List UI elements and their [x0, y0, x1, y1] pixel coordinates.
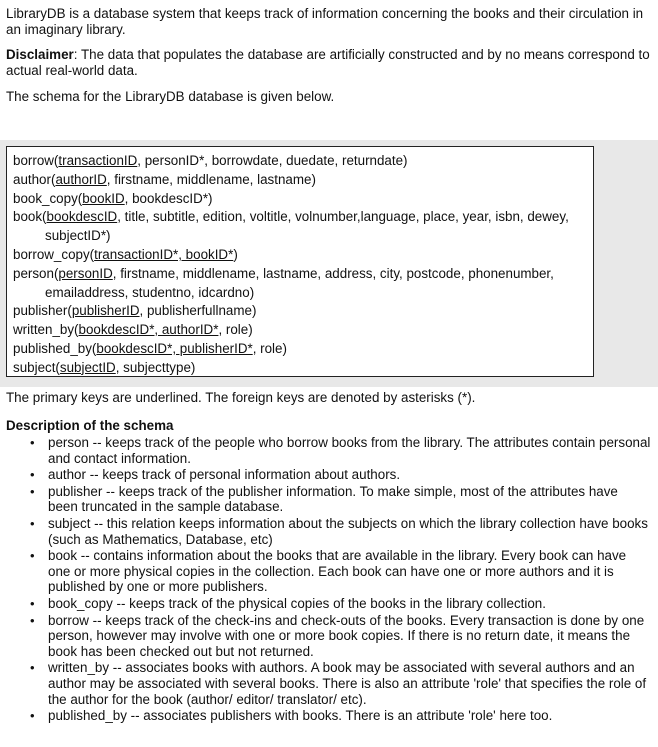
- disclaimer-text: : The data that populates the database are artificially constructed and by no means correspond to actual real-world data.: [6, 47, 650, 78]
- description-item: [6, 484, 651, 515]
- relation-name: publisher(: [13, 303, 72, 319]
- primary-key: transactionID*, bookID*: [94, 246, 234, 262]
- schema-relation: [13, 359, 593, 378]
- bullet-icon: •: [30, 660, 35, 676]
- primary-key: transactionID: [58, 153, 138, 168]
- schema-relation: [13, 340, 593, 359]
- description-item: [6, 467, 651, 483]
- disclaimer-label: Disclaimer: [6, 47, 74, 62]
- primary-key: publisherID: [71, 303, 140, 319]
- relation-attributes: , role): [218, 322, 253, 338]
- primary-key: bookdescID: [46, 209, 118, 225]
- description-text: borrow -- keeps track of the check-ins and check-outs of the books. Every transaction is done by one person, however may involve with one or more book copies. If there is no return date, it means the book has been checked out but not returned.: [48, 612, 645, 659]
- relation-attributes: , publisherfullname): [139, 303, 257, 319]
- relation-attributes-continued: emailaddress, studentno, idcardno): [45, 284, 255, 300]
- bullet-icon: •: [30, 595, 35, 611]
- description-title: Description of the schema: [6, 418, 174, 433]
- primary-key: authorID: [55, 171, 107, 187]
- schema-relation: [13, 246, 593, 265]
- schema-lead: The schema for the LibraryDB database is given below.: [6, 89, 335, 104]
- description-text: subject -- this relation keeps information about the subjects on which the library collection have books (such as Mathematics, Database, etc): [48, 515, 648, 547]
- bullet-icon: •: [30, 483, 35, 499]
- schema-relation: [13, 321, 593, 340]
- relation-attributes: , firstname, middlename, lastname, address, city, postcode, phonenumber,: [112, 265, 554, 281]
- description-text: publisher -- keeps track of the publisher information. To make simple, most of the attributes have been truncated in the sample database.: [48, 483, 618, 515]
- relation-attributes: , role): [252, 340, 287, 356]
- relation-name: borrow_copy(: [13, 246, 95, 262]
- primary-key: bookdescID*, authorID*: [78, 322, 219, 338]
- description-item: [6, 708, 651, 724]
- description-text: author -- keeps track of personal information about authors.: [48, 467, 401, 483]
- bullet-icon: •: [30, 708, 35, 724]
- intro-paragraph: LibraryDB is a database system that keeps track of information concerning the books and their circulation in an imaginary library.: [6, 6, 644, 37]
- primary-key: bookID: [82, 190, 125, 206]
- relation-name: borrow(: [13, 153, 59, 168]
- bullet-icon: •: [30, 612, 35, 628]
- schema-relation: [13, 190, 593, 209]
- schema-relation: [13, 171, 593, 190]
- relation-attributes: ): [233, 246, 238, 262]
- schema-relation: [13, 265, 593, 284]
- relation-attributes: , title, subtitle, edition, voltitle, volnumber,language, place, year, isbn, dewey,: [117, 209, 569, 225]
- keys-note: The primary keys are underlined. The foreign keys are denoted by asterisks (*).: [6, 390, 476, 405]
- relation-name: published_by(: [13, 340, 97, 356]
- primary-key: personID: [58, 265, 113, 281]
- primary-key: subjectID: [59, 359, 116, 375]
- primary-key: bookdescID*, publisherID*: [96, 340, 253, 356]
- relation-attributes: , personID*, borrowdate, duedate, returndate): [137, 153, 408, 168]
- relation-name: author(: [13, 171, 56, 187]
- schema-relation: [13, 152, 593, 171]
- description-item: [6, 435, 651, 466]
- disclaimer-paragraph: [6, 47, 651, 79]
- description-text: person -- keeps track of the people who borrow books from the library. The attributes contain personal and contact information.: [48, 435, 651, 466]
- description-item: [6, 516, 651, 547]
- description-item: [6, 613, 651, 660]
- relation-name: subject(: [13, 359, 60, 375]
- relation-name: person(: [13, 265, 59, 281]
- description-item: [6, 660, 651, 707]
- relation-attributes: , firstname, middlename, lastname): [106, 171, 316, 187]
- description-text: book_copy -- keeps track of the physical copies of the books in the library collection.: [48, 595, 546, 611]
- bullet-icon: •: [30, 515, 35, 531]
- relation-name: book_copy(: [13, 190, 83, 206]
- relation-attributes-continued: subjectID*): [45, 228, 111, 244]
- relation-name: written_by(: [13, 322, 79, 338]
- relation-attributes: , bookdescID*): [124, 190, 213, 206]
- description-item: [6, 548, 651, 595]
- relation-attributes: , subjecttype): [115, 359, 196, 375]
- description-text: written_by -- associates books with authors. A book may be associated with several authors and an author may be associated with several books. There is also an attribute 'role' that specifies the role of the author for the book (author/ editor/ translator/ etc).: [48, 660, 647, 707]
- description-list: [6, 435, 651, 724]
- schema-box: [6, 146, 594, 377]
- bullet-icon: •: [30, 467, 35, 483]
- bullet-icon: •: [30, 548, 35, 564]
- relation-name: book(: [13, 209, 47, 225]
- description-item: [6, 596, 651, 612]
- bullet-icon: •: [30, 435, 35, 450]
- schema-relation: [13, 208, 593, 227]
- schema-relation: [13, 302, 593, 321]
- description-text: book -- contains information about the books that are available in the library. Every book can have one or more physical copies in the collection. Each book can have one or more authors and it is published by one or more publishers.: [48, 548, 627, 595]
- description-text: published_by -- associates publishers with books. There is an attribute 'role' here too.: [48, 708, 553, 724]
